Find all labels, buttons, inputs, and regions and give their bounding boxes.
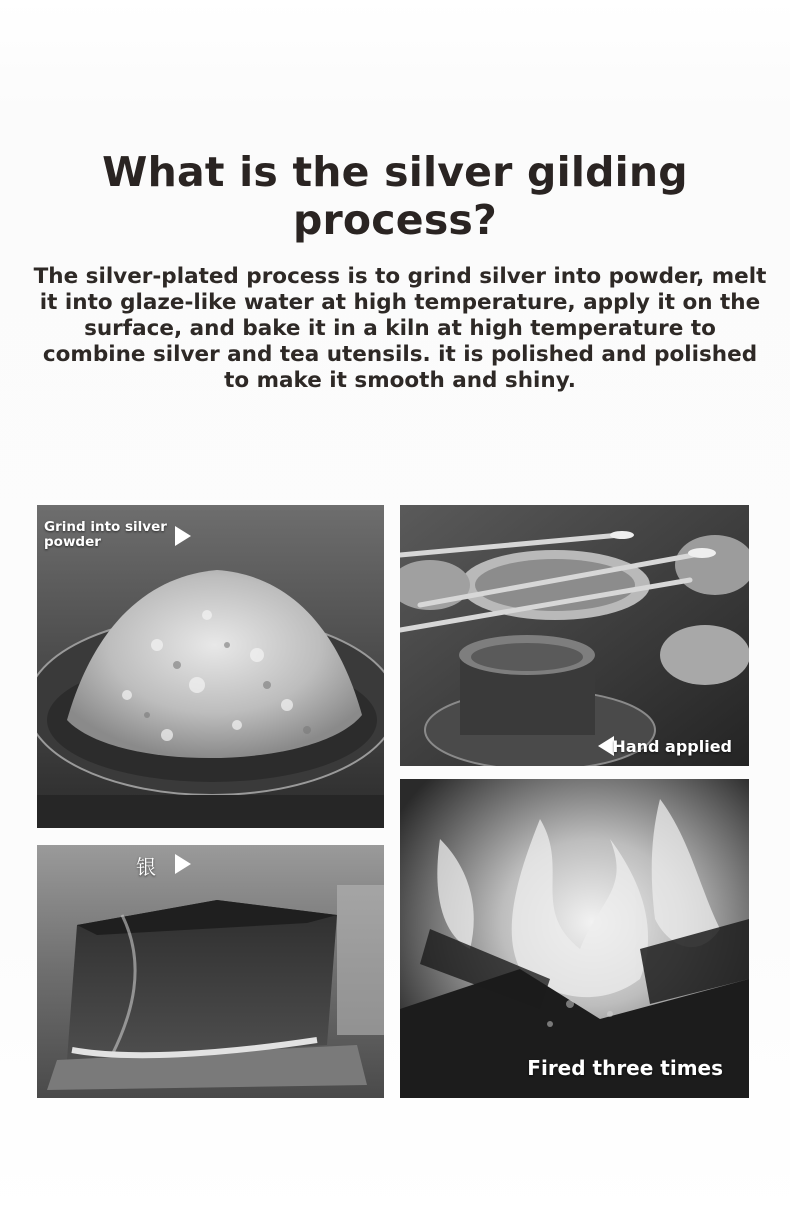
step-label-grind: Grind into silver powder [44, 519, 167, 550]
step-label-fired: Fired three times [527, 1056, 723, 1080]
step-label-hand-applied: Hand applied [612, 737, 732, 756]
step-label-silver: 银 [136, 855, 156, 879]
photo-hand-applied [400, 505, 749, 766]
photo-silver-powder [37, 505, 384, 828]
play-arrow-icon [175, 854, 191, 874]
photo-silver-melt [37, 845, 384, 1098]
process-description: The silver-plated process is to grind silver into powder, melt it into glaze-like water at high temperature, apply it on the surface, and bake it in a kiln at high temperature to combine silver and tea utensils. it is polished and polished to make it smooth and shiny. [33, 264, 767, 393]
photo-firing [400, 779, 749, 1098]
play-arrow-icon [175, 526, 191, 546]
page-title: What is the silver gilding process? [102, 148, 688, 244]
